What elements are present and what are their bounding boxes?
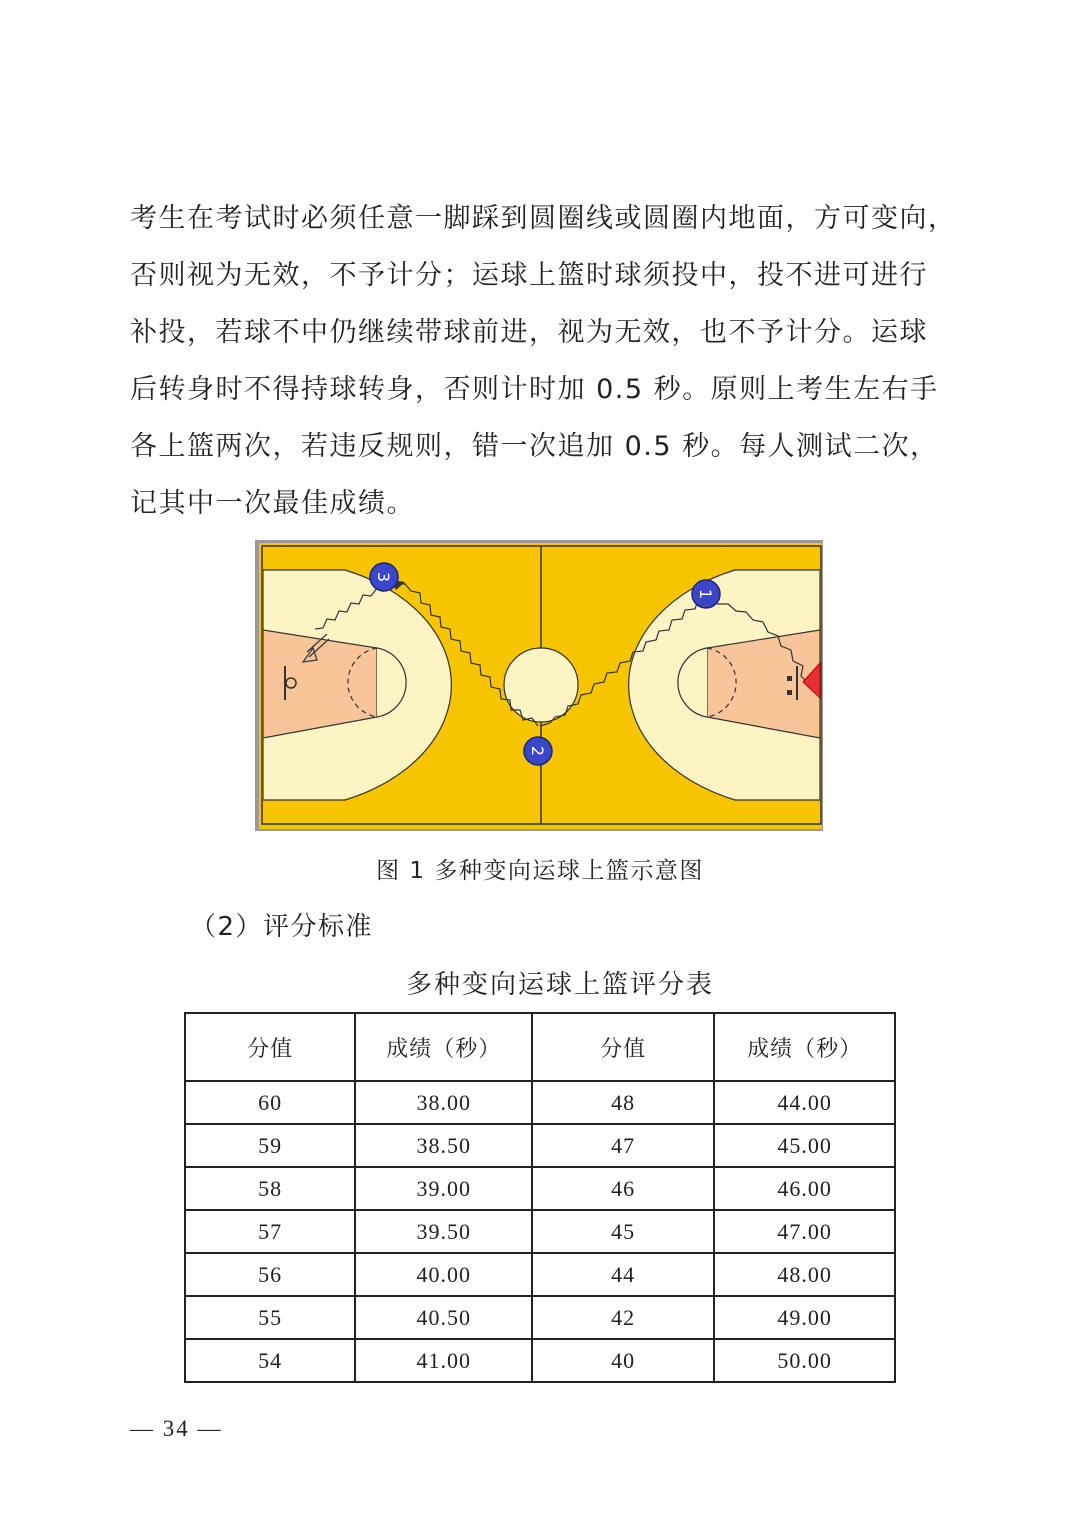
score-cell: 58 [185,1167,355,1210]
score-cell: 40 [532,1339,714,1382]
body-paragraph [130,190,970,532]
basketball-court-diagram [255,540,823,831]
body-line: 考生在考试时必须任意一脚踩到圆圈线或圆圈内地面，方可变向， [130,203,957,234]
table-row [185,1081,895,1124]
header-score-1: 分值 [185,1013,355,1081]
time-cell: 41.00 [355,1339,532,1382]
time-cell: 49.00 [714,1296,895,1339]
time-cell: 47.00 [714,1210,895,1253]
time-cell: 50.00 [714,1339,895,1382]
table-row [185,1167,895,1210]
body-line: 各上篮两次，若违反规则，错一次追加 0.5 秒。每人测试二次， [130,431,939,462]
time-cell: 48.00 [714,1253,895,1296]
time-cell: 39.50 [355,1210,532,1253]
time-cell: 39.00 [355,1167,532,1210]
score-cell: 60 [185,1081,355,1124]
header-score-2: 分值 [532,1013,714,1081]
score-cell: 59 [185,1124,355,1167]
score-cell: 57 [185,1210,355,1253]
body-line: 否则视为无效，不予计分；运球上篮时球须投中，投不进可进行 [130,260,928,291]
table-row [185,1296,895,1339]
header-time-2: 成绩（秒） [714,1013,895,1081]
score-cell: 45 [532,1210,714,1253]
table-row [185,1124,895,1167]
marker-1-label: 1 [696,588,715,600]
time-cell: 45.00 [714,1124,895,1167]
score-cell: 56 [185,1253,355,1296]
table-row [185,1253,895,1296]
page-number: — 34 — [130,1416,223,1441]
figure-caption: 图 1 多种变向运球上篮示意图 [376,858,704,884]
body-line: 补投，若球不中仍继续带球前进，视为无效，也不予计分。运球 [130,317,928,348]
score-cell: 46 [532,1167,714,1210]
score-cell: 47 [532,1124,714,1167]
marker-1 [692,580,720,608]
score-cell: 48 [532,1081,714,1124]
body-line: 记其中一次最佳成绩。 [130,488,415,519]
table-header-row [185,1013,895,1081]
time-cell: 46.00 [714,1167,895,1210]
time-cell: 38.00 [355,1081,532,1124]
table-title: 多种变向运球上篮评分表 [405,970,714,1000]
section-heading: （2）评分标准 [190,912,374,942]
body-line: 后转身时不得持球转身，否则计时加 0.5 秒。原则上考生左右手 [130,374,939,405]
marker-2-label: 2 [528,745,547,757]
marker-2 [524,737,552,765]
marker-3 [370,563,398,591]
score-cell: 54 [185,1339,355,1382]
score-cell: 44 [532,1253,714,1296]
scoring-table [184,1012,896,1383]
header-time-1: 成绩（秒） [355,1013,532,1081]
table-row [185,1339,895,1382]
score-cell: 42 [532,1296,714,1339]
time-cell: 38.50 [355,1124,532,1167]
score-cell: 55 [185,1296,355,1339]
table-row [185,1210,895,1253]
time-cell: 40.00 [355,1253,532,1296]
time-cell: 40.50 [355,1296,532,1339]
marker-3-label: 3 [374,571,393,583]
time-cell: 44.00 [714,1081,895,1124]
